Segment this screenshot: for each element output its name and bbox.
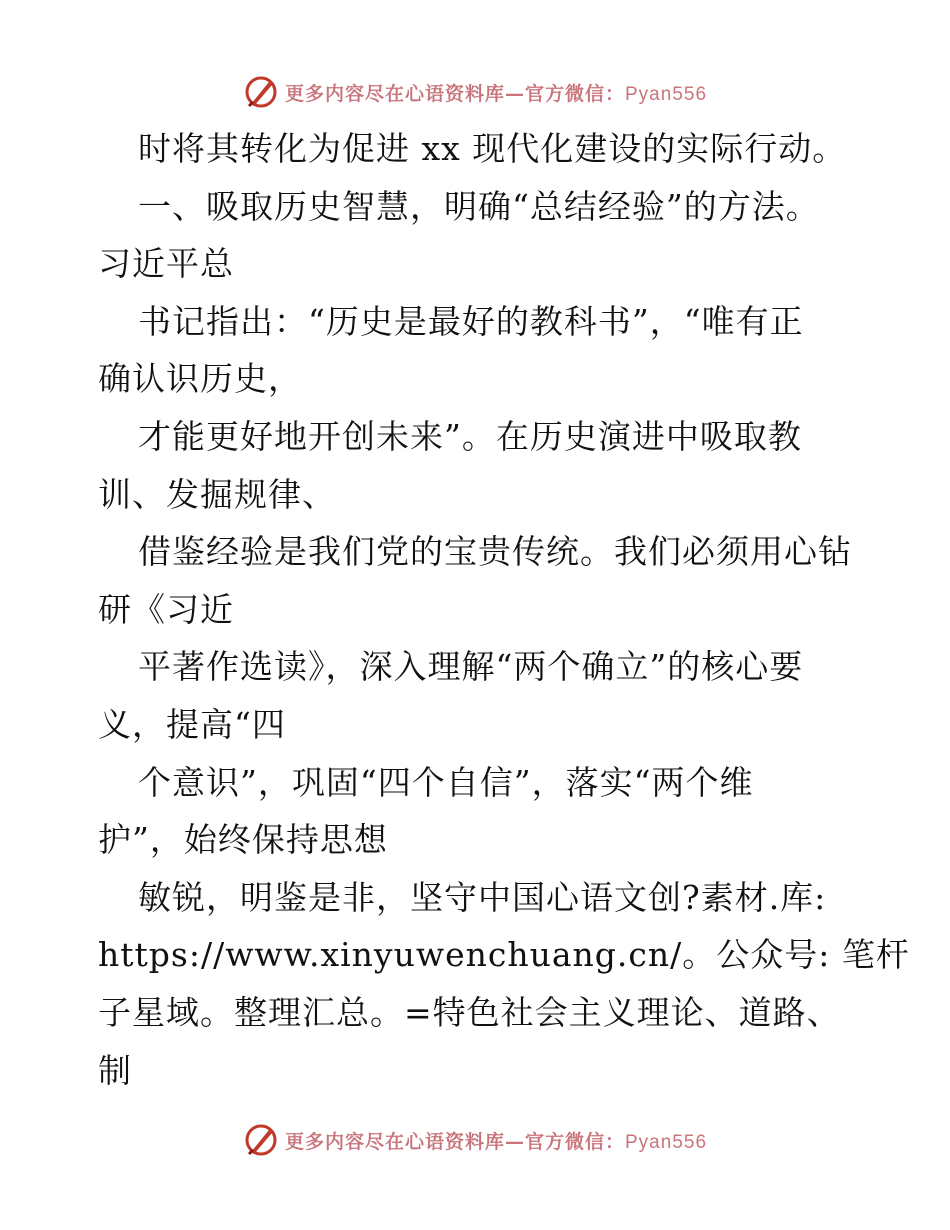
text-line: 一、吸取历史智慧，明确“总结经验”的方法。 (138, 186, 820, 226)
header-watermark-banner (0, 72, 950, 112)
text-line: 制 (98, 1050, 132, 1090)
quill-pen-logo-icon (243, 74, 279, 110)
quill-pen-logo-icon (243, 1122, 279, 1158)
text-line: 敏锐，明鉴是非，坚守中国心语文创?素材.库: (138, 877, 827, 917)
text-line: 个意识”，巩固“四个自信”，落实“两个维 (138, 762, 754, 802)
text-line: 研《习近 (98, 589, 234, 629)
text-line: 借鉴经验是我们党的宝贵传统。我们必须用心钻 (138, 532, 852, 572)
text-line: 确认识历史， (98, 359, 302, 399)
text-line: 子星域。整理汇总。=特色社会主义理论、道路、 (98, 992, 841, 1032)
text-line: https://www.xinyuwenchuang.cn/。公众号: 笔杆 (98, 935, 910, 975)
banner-text: 更多内容尽在心语资料库—官方微信：Pyan556 (284, 1130, 708, 1153)
text-line: 护”，始终保持思想 (98, 820, 388, 860)
text-line: 平著作选读》，深入理解“两个确立”的核心要 (138, 647, 804, 687)
text-line: 时将其转化为促进 xx 现代化建设的实际行动。 (138, 129, 847, 168)
document-body (98, 120, 910, 1099)
text-line: 训、发掘规律、 (98, 474, 336, 514)
text-line: 书记指出：“历史是最好的教科书”，“唯有正 (138, 301, 804, 341)
text-line: 才能更好地开创未来”。在历史演进中吸取教 (138, 416, 802, 456)
text-line: 习近平总 (98, 244, 234, 284)
footer-watermark-banner (0, 1120, 950, 1160)
text-line: 义，提高“四 (98, 704, 286, 744)
banner-text: 更多内容尽在心语资料库—官方微信：Pyan556 (284, 82, 708, 105)
